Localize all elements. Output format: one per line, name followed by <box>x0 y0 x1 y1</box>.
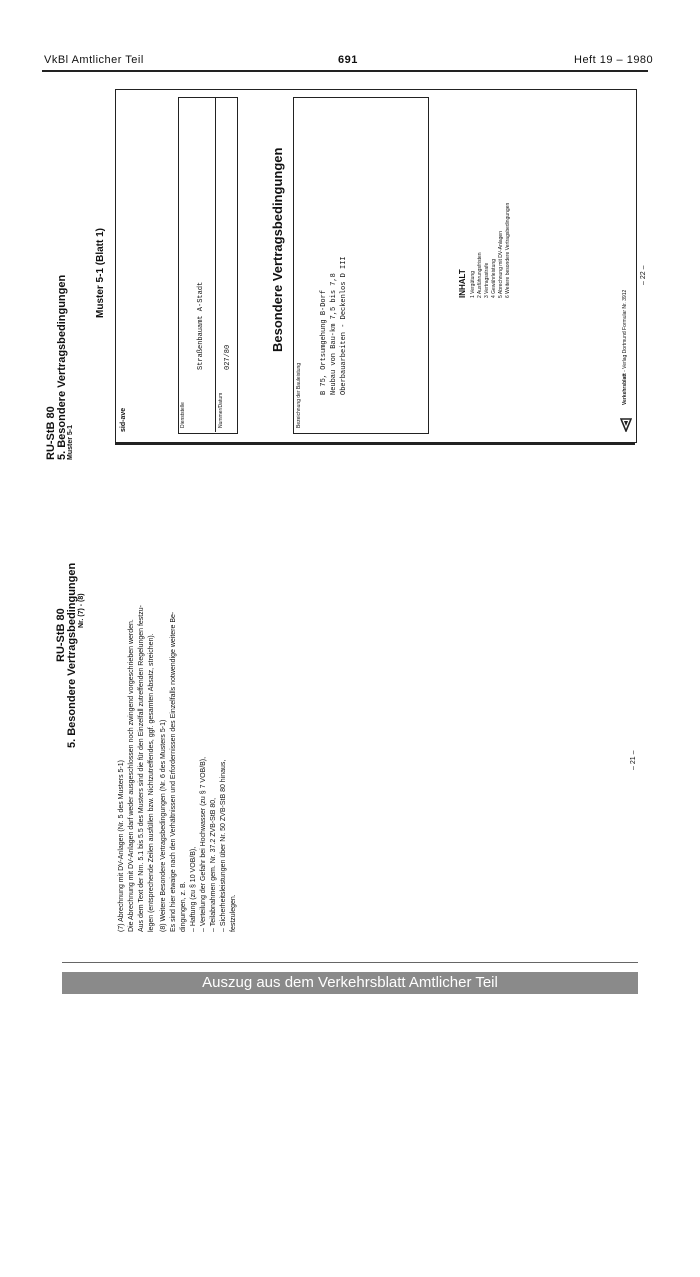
form-ref-title: RU-StB 80 <box>45 406 57 460</box>
dienststelle-divider <box>215 97 216 432</box>
sheet-title: Muster 5-1 (Blatt 1) <box>95 227 106 318</box>
main-heading: Besondere Vertragsbedingungen <box>270 147 285 352</box>
publisher-name: Verkehrsblatt <box>622 373 628 405</box>
body-line: – Sicherheitsleistungen über Nr. 50 ZVB-StB 80 hinaus, <box>220 759 227 932</box>
body-line: Aus dem Text der Nrn. 5.1 bis 5.5 des Musters sind die für den Einzelfall zutreffenden Regelungen festzu- <box>138 605 145 932</box>
inhalt-item: 1 Vergütung <box>470 271 476 298</box>
cont-ref-nr: Nr. (7) - (8) <box>78 593 85 628</box>
section-divider <box>115 443 635 445</box>
body-line: – Haftung (zu § 10 VOB/B), <box>190 846 197 932</box>
dienststelle-label: Dienststelle <box>180 402 186 428</box>
body-line: dingungen, z. B. <box>180 881 187 932</box>
page-number: 691 <box>338 54 358 66</box>
body-line: (8) Weitere Besondere Vertragsbedingungen (Nr. 6 des Musters 5-1) <box>160 719 167 932</box>
header-rule <box>42 70 648 72</box>
inhalt-item: 4 Gewährleistung <box>491 259 497 298</box>
nummer-value: 027/80 <box>224 344 232 370</box>
inhalt-item: 6 Weitere besondere Vertragsbedingungen <box>505 202 511 298</box>
cont-ref-title: RU-StB 80 <box>55 608 67 662</box>
body-line: legen (entsprechende Zeilen ausfüllen bzw. Nichtzutreffendes, ggf. gesamten Absatz, streichen). <box>148 633 155 932</box>
publisher-rest: - Verlag Dortmund Formular Nr. 3912 <box>622 289 628 374</box>
publisher-line <box>622 290 628 405</box>
page-marker-21: – 21 – <box>630 750 637 770</box>
body-line: festzulegen. <box>230 894 237 932</box>
dienststelle-box <box>178 97 238 434</box>
bezeichnung-label: Bezeichnung der Bauleistung <box>296 362 302 428</box>
page-marker-22: – 22 – <box>640 265 647 285</box>
inhalt-item: 5 Abrechnung mit DV-Anlagen <box>498 231 504 298</box>
nummer-label: Nummer/Datum <box>218 392 224 428</box>
body-line: – Teilabnahmen gem. Nr. 37.2 ZVB-StB 80, <box>210 797 217 932</box>
body-line: Die Abrechnung mit DV-Anlagen darf weder ausgeschlossen noch zwingend vorgeschrieben werden. <box>128 619 135 932</box>
running-header-left: VkBl Amtlicher Teil <box>44 54 144 66</box>
body-line: Es sind hier etwaige nach den Verhältnissen und Erfordernissen des Einzelfalls notwendige weitere Be- <box>170 611 177 932</box>
inhalt-item: 2 Ausführungsfristen <box>477 252 483 298</box>
body-line: – Verteilung der Gefahr bei Hochwasser (zu § 7 VOB/B), <box>200 756 207 932</box>
cont-ref-subtitle: 5. Besondere Vertragsbedingungen <box>66 562 78 748</box>
form-ref-muster: Muster 5-1 <box>67 424 74 460</box>
body-line: (7) Abrechnung mit DV-Anlagen (Nr. 5 des Musters 5-1) <box>118 760 125 932</box>
footer-rule <box>62 962 638 963</box>
inhalt-item: 3 Vertragsstrafe <box>484 262 490 298</box>
bezeichnung-box <box>293 97 429 434</box>
bezeichnung-line: Neubau von Bau-km 7,5 bis 7,8 <box>330 273 338 395</box>
form-ref-subtitle: 5. Besondere Vertragsbedingungen <box>56 274 68 460</box>
footer-banner: Auszug aus dem Verkehrsblatt Amtlicher Teil <box>62 972 638 994</box>
bezeichnung-line: B 75, Ortsumgehung B-Dorf <box>320 289 328 395</box>
issue-label: Heft 19 – 1980 <box>574 54 654 66</box>
form-logo: sid-ave <box>120 407 127 432</box>
publisher-logo-icon <box>620 418 632 432</box>
bezeichnung-line: Oberbauarbeiten - Deckenlos D III <box>340 256 348 395</box>
dienststelle-value: Straßenbauamt A-Stadt <box>197 281 205 370</box>
inhalt-title: INHALT <box>458 269 467 298</box>
